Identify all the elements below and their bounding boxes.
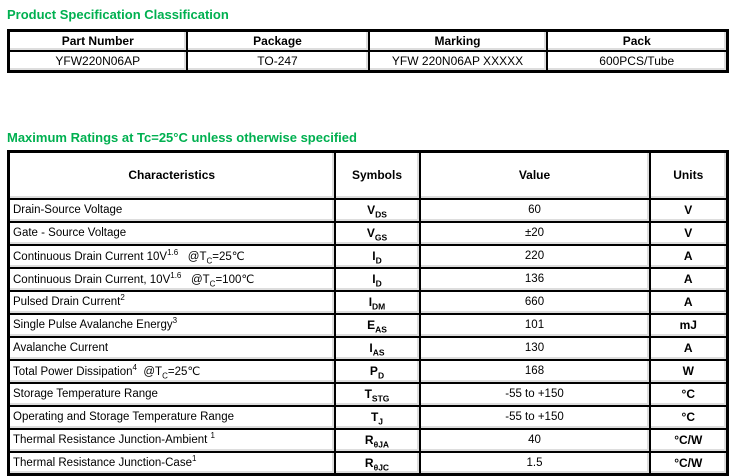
unit-cell: °C/W	[650, 429, 728, 452]
symbol-cell: $T_J$	[335, 406, 420, 429]
spec-table	[7, 29, 729, 73]
package-value: TO-247	[187, 51, 369, 72]
spec-header-part-number: Part Number	[9, 31, 187, 51]
table-row	[9, 222, 728, 245]
table-row	[9, 360, 728, 383]
ratings-section-title: Maximum Ratings at Tc=25°C unless otherwise specified	[7, 130, 357, 145]
table-row	[9, 383, 728, 406]
value-cell: 220	[420, 245, 650, 268]
value-cell: 101	[420, 314, 650, 337]
symbol-cell: $R_{\theta JC}$	[335, 452, 420, 475]
characteristic-cell: Thermal Resistance Junction-Case$^1$	[9, 452, 335, 475]
value-cell: 60	[420, 199, 650, 222]
ratings-header-row	[9, 152, 728, 199]
value-cell: -55 to +150	[420, 406, 650, 429]
spec-data-row	[9, 51, 728, 72]
characteristic-cell: Storage Temperature Range	[9, 383, 335, 406]
symbol-cell: $I_D$	[335, 245, 420, 268]
symbol-cell: $R_{\theta JA}$	[335, 429, 420, 452]
table-row	[9, 406, 728, 429]
value-cell: 136	[420, 268, 650, 291]
characteristic-cell: Continuous Drain Current $10V^{1.6}$ $@T_C=25℃$	[9, 245, 335, 268]
ratings-header-characteristics: Characteristics	[9, 152, 335, 199]
table-row	[9, 268, 728, 291]
unit-cell: °C	[650, 383, 728, 406]
unit-cell: W	[650, 360, 728, 383]
table-row	[9, 452, 728, 475]
value-cell: 40	[420, 429, 650, 452]
characteristic-cell: Avalanche Current	[9, 337, 335, 360]
pack-value: 600PCS/Tube	[547, 51, 728, 72]
spec-header-pack: Pack	[547, 31, 728, 51]
table-row	[9, 429, 728, 452]
symbol-cell: $P_D$	[335, 360, 420, 383]
unit-cell: A	[650, 268, 728, 291]
unit-cell: °C/W	[650, 452, 728, 475]
table-row	[9, 245, 728, 268]
unit-cell: A	[650, 337, 728, 360]
spec-section-title: Product Specification Classification	[7, 7, 229, 22]
symbol-cell: $V_{DS}$	[335, 199, 420, 222]
table-row	[9, 337, 728, 360]
symbol-cell: $I_{AS}$	[335, 337, 420, 360]
characteristic-cell: Gate - Source Voltage	[9, 222, 335, 245]
unit-cell: mJ	[650, 314, 728, 337]
value-cell: 168	[420, 360, 650, 383]
symbol-cell: $T_{STG}$	[335, 383, 420, 406]
marking-value: YFW 220N06AP XXXXX	[369, 51, 547, 72]
characteristic-cell: Total Power Dissipation$^4$ $@T_C=25℃$	[9, 360, 335, 383]
ratings-header-units: Units	[650, 152, 728, 199]
symbol-cell: $E_{AS}$	[335, 314, 420, 337]
ratings-header-symbols: Symbols	[335, 152, 420, 199]
unit-cell: A	[650, 245, 728, 268]
unit-cell: A	[650, 291, 728, 314]
characteristic-cell: Single Pulse Avalanche Energy$^3$	[9, 314, 335, 337]
characteristic-cell: Operating and Storage Temperature Range	[9, 406, 335, 429]
symbol-cell: $I_{DM}$	[335, 291, 420, 314]
value-cell: ±20	[420, 222, 650, 245]
unit-cell: V	[650, 199, 728, 222]
characteristic-cell: Continuous Drain Current, $10V^{1.6}$ $@T_C=100℃$	[9, 268, 335, 291]
unit-cell: °C	[650, 406, 728, 429]
symbol-cell: $V_{GS}$	[335, 222, 420, 245]
value-cell: 660	[420, 291, 650, 314]
spec-header-package: Package	[187, 31, 369, 51]
table-row	[9, 314, 728, 337]
ratings-table	[7, 150, 729, 476]
characteristic-cell: Pulsed Drain Current$^2$	[9, 291, 335, 314]
characteristic-cell: Thermal Resistance Junction-Ambient $^1$	[9, 429, 335, 452]
table-row	[9, 199, 728, 222]
ratings-header-value: Value	[420, 152, 650, 199]
table-row	[9, 291, 728, 314]
value-cell: -55 to +150	[420, 383, 650, 406]
spec-header-row	[9, 31, 728, 51]
characteristic-cell: Drain-Source Voltage	[9, 199, 335, 222]
unit-cell: V	[650, 222, 728, 245]
part-number-value: YFW220N06AP	[9, 51, 187, 72]
spec-header-marking: Marking	[369, 31, 547, 51]
value-cell: 130	[420, 337, 650, 360]
value-cell: 1.5	[420, 452, 650, 475]
symbol-cell: $I_D$	[335, 268, 420, 291]
